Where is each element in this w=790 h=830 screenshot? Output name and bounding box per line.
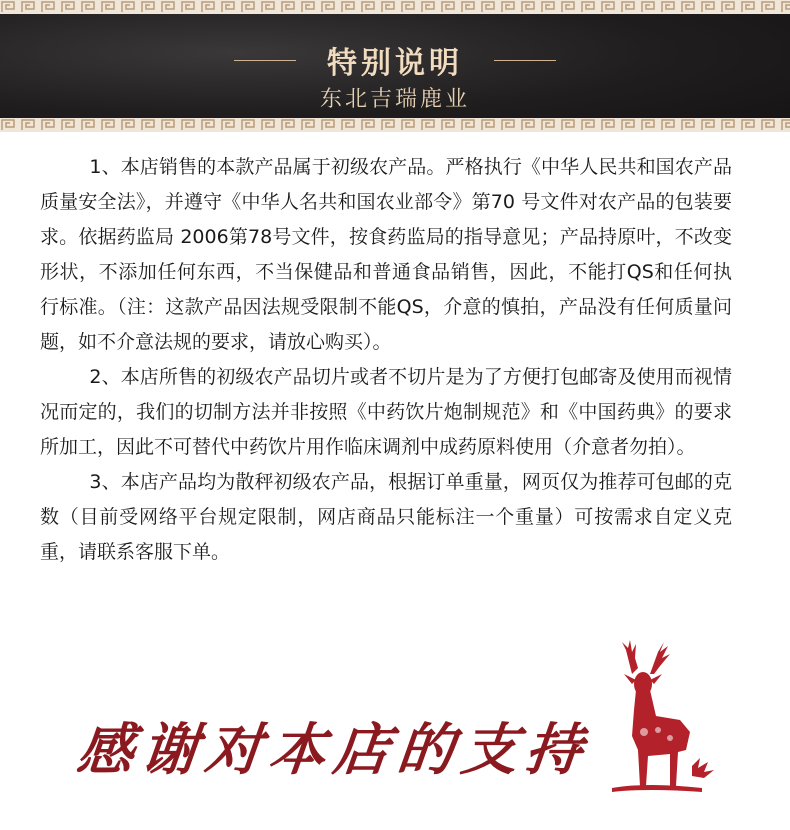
thank-you-slogan: 感谢对本店的支持	[74, 717, 594, 783]
notice-paragraph-2: 2、本店所售的初级农产品切片或者不切片是为了方便打包邮寄及使用而视情况而定的，我们的切制方法并非按照《中药饮片炮制规范》和《中国药典》的要求所加工，因此不可替代中药饮片用作临床调剂中成药原料使用（介意者勿拍）。	[40, 366, 732, 458]
header-banner	[0, 0, 790, 132]
page-title: 特别说明	[327, 46, 463, 81]
fret-border-top	[0, 0, 790, 14]
notice-paragraph-1: 1、本店销售的本款产品属于初级农产品。严格执行《中华人民共和国农产品质量安全法》，并遵守《中华人名共和国农业部令》第70 号文件对农产品的包装要求。依据药监局 2006第78号文件，按食药监局的指导意见；产品持原叶，不改变形状，不添加任何东西，不当保健品和普通食品销售，因此，不能打QS和任何执行标准。（注：这款产品因法规受限制不能QS，介意的慎拍，产品没有任何质量问题，如不介意法规的要求，请放心购买）。	[40, 156, 732, 353]
fret-border-bottom	[0, 118, 790, 132]
brand-subtitle: 东北吉瑞鹿业	[319, 87, 470, 112]
deer-silhouette-icon	[572, 640, 722, 800]
notice-body	[40, 150, 732, 570]
notice-paragraph-3: 3、本店产品均为散秤初级农产品，根据订单重量，网页仅为推荐可包邮的克数（目前受网络平台规定限制，网店商品只能标注一个重量）可按需求自定义克重，请联系客服下单。	[40, 471, 732, 563]
